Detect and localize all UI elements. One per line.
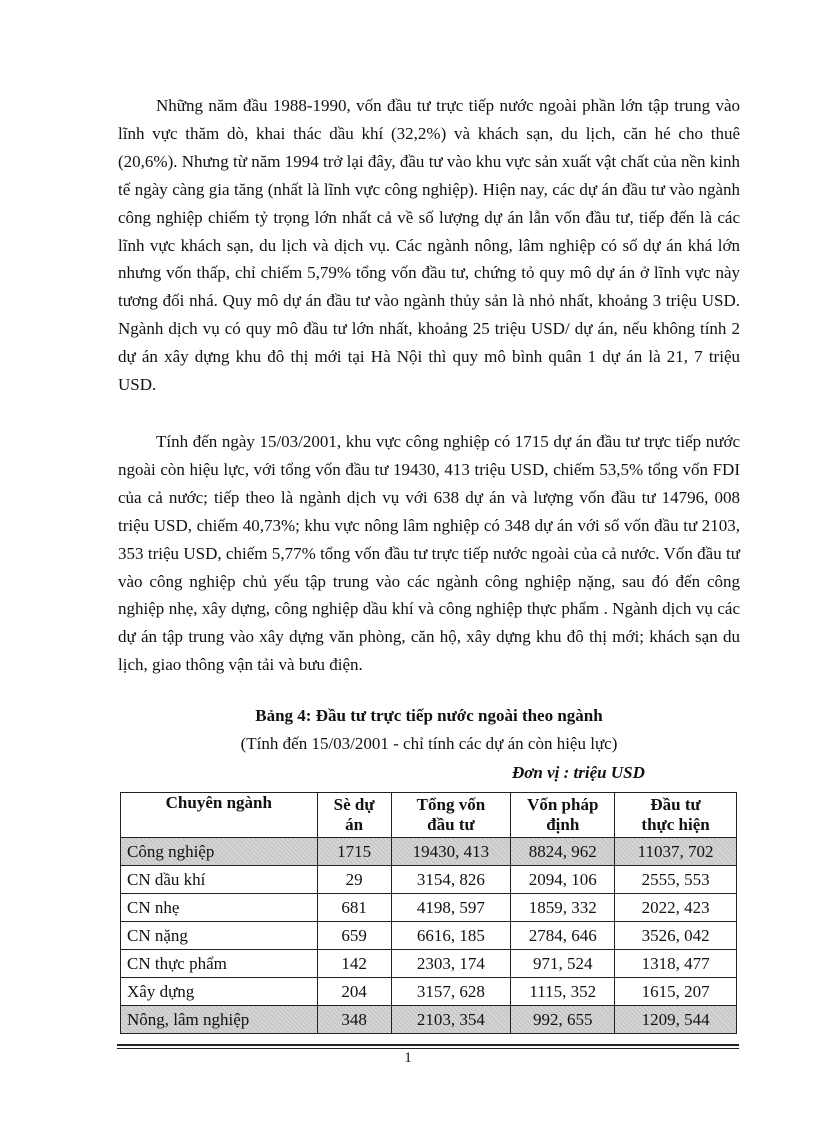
body-paragraph-1-block: [118, 92, 740, 399]
table-row: [121, 1006, 737, 1034]
cell-legal: 971, 524: [511, 950, 615, 978]
cell-total: 2103, 354: [391, 1006, 511, 1034]
header-sector: [121, 793, 318, 838]
header-line: Vốn pháp: [527, 795, 599, 814]
header-total-capital: [391, 793, 511, 838]
cell-sector: CN nặng: [121, 922, 318, 950]
cell-realized: 1318, 477: [615, 950, 737, 978]
header-line: Tổng vốn: [416, 795, 486, 814]
cell-legal: 1859, 332: [511, 894, 615, 922]
cell-legal: 8824, 962: [511, 838, 615, 866]
header-line: đầu tư: [427, 815, 475, 834]
cell-projects: 659: [317, 922, 391, 950]
fdi-by-sector-table: [120, 792, 737, 1034]
cell-projects: 142: [317, 950, 391, 978]
header-realized: [615, 793, 737, 838]
table-subtitle: (Tính đến 15/03/2001 - chỉ tính các dự án còn hiệu lực): [240, 734, 618, 753]
cell-projects: 204: [317, 978, 391, 1006]
body-paragraph: Những năm đầu 1988-1990, vốn đầu tư trực tiếp nước ngoài phần lớn tập trung vào lĩnh vực thăm dò, khai thác dầu khí (32,2%) và khách sạn, du lịch, căn hé cho thuê (20,6%). Nhưng từ năm 1994 trở lại đây, đầu tư vào khu vực sản xuất vật chất của nền kinh tế ngày càng gia tăng (nhất là lĩnh vực công nghiệp). Hiện nay, các dự án đầu tư vào ngành công nghiệp chiếm tỷ trọng lớn nhất cả về số lượng dự án lẫn vốn đầu tư, tiếp đến là các lĩnh vực khách sạn, du lịch và dịch vụ. Các ngành nông, lâm nghiệp có số dự án khá lớn nhưng vốn thấp, chỉ chiếm 5,79% tổng vốn đầu tư, chứng tỏ quy mô dự án ở lĩnh vực này tương đối nhá. Quy mô dự án đầu tư vào ngành thủy sản là nhỏ nhất, khoảng 3 triệu USD. Ngành dịch vụ có quy mô đầu tư lớn nhất, khoảng 25 triệu USD/ dự án, nếu không tính 2 dự án xây dựng khu đô thị mới tại Hà Nội thì quy mô bình quân 1 dự án là 21, 7 triệu USD.: [118, 96, 740, 395]
cell-projects: 348: [317, 1006, 391, 1034]
cell-legal: 1115, 352: [511, 978, 615, 1006]
cell-sector: CN dầu khí: [121, 866, 318, 894]
cell-sector: Nông, lâm nghiệp: [121, 1006, 318, 1034]
header-line: định: [546, 815, 580, 834]
header-legal-capital: [511, 793, 615, 838]
cell-projects: 1715: [317, 838, 391, 866]
cell-sector: Xây dựng: [121, 978, 318, 1006]
cell-sector: CN thực phẩm: [121, 950, 318, 978]
table-row: [121, 894, 737, 922]
cell-realized: 1615, 207: [615, 978, 737, 1006]
cell-total: 2303, 174: [391, 950, 511, 978]
table-row: [121, 950, 737, 978]
cell-projects: 681: [317, 894, 391, 922]
cell-total: 19430, 413: [391, 838, 511, 866]
cell-realized: 2022, 423: [615, 894, 737, 922]
table-row: [121, 866, 737, 894]
header-projects: [317, 793, 391, 838]
table-unit: Đơn vị : triệu USD: [512, 763, 645, 782]
body-paragraph: Tính đến ngày 15/03/2001, khu vực công nghiệp có 1715 dự án đầu tư trực tiếp nước ngoài còn hiệu lực, với tổng vốn đầu tư 19430, 413 triệu USD, chiếm 53,5% tổng vốn FDI của cả nước; tiếp theo là ngành dịch vụ với 638 dự án và lượng vốn đầu tư 14796, 008 triệu USD, chiếm 40,73%; khu vực nông lâm nghiệp có 348 dự án với số vốn đầu tư 2103, 353 triệu USD, chiếm 5,77% tổng vốn đầu tư trực tiếp nước ngoài của cả nước. Vốn đầu tư vào công nghiệp chủ yếu tập trung vào các ngành công nghiệp nặng, sau đó đến công nghiệp nhẹ, xây dựng, công nghiệp dầu khí và công nghiệp thực phẩm . Ngành dịch vụ các dự án tập trung vào xây dựng văn phòng, căn hộ, xây dựng khu đô thị mới; khách sạn du lịch, giao thông vận tải và bưu điện.: [118, 432, 740, 675]
table-row: [121, 978, 737, 1006]
table-row: [121, 922, 737, 950]
cell-total: 6616, 185: [391, 922, 511, 950]
cell-projects: 29: [317, 866, 391, 894]
cell-total: 3154, 826: [391, 866, 511, 894]
table-header-row: [121, 793, 737, 838]
cell-total: 3157, 628: [391, 978, 511, 1006]
cell-legal: 992, 655: [511, 1006, 615, 1034]
header-line: thực hiện: [641, 815, 710, 834]
cell-legal: 2094, 106: [511, 866, 615, 894]
cell-realized: 3526, 042: [615, 922, 737, 950]
header-line: án: [345, 815, 364, 834]
cell-total: 4198, 597: [391, 894, 511, 922]
cell-sector: Công nghiệp: [121, 838, 318, 866]
header-line: Đầu tư: [650, 795, 701, 814]
body-paragraph-2-block: [118, 428, 740, 679]
footer-divider: [117, 1048, 739, 1049]
footer-divider: [117, 1044, 739, 1046]
cell-realized: 2555, 553: [615, 866, 737, 894]
cell-legal: 2784, 646: [511, 922, 615, 950]
cell-realized: 1209, 544: [615, 1006, 737, 1034]
table-title: Bảng 4: Đầu tư trực tiếp nước ngoài theo ngành: [255, 706, 603, 725]
cell-realized: 11037, 702: [615, 838, 737, 866]
table-row: [121, 838, 737, 866]
page-number: 1: [404, 1050, 412, 1066]
cell-sector: CN nhẹ: [121, 894, 318, 922]
header-line: Chuyên ngành: [165, 793, 272, 812]
header-line: Sè dự: [333, 795, 375, 814]
